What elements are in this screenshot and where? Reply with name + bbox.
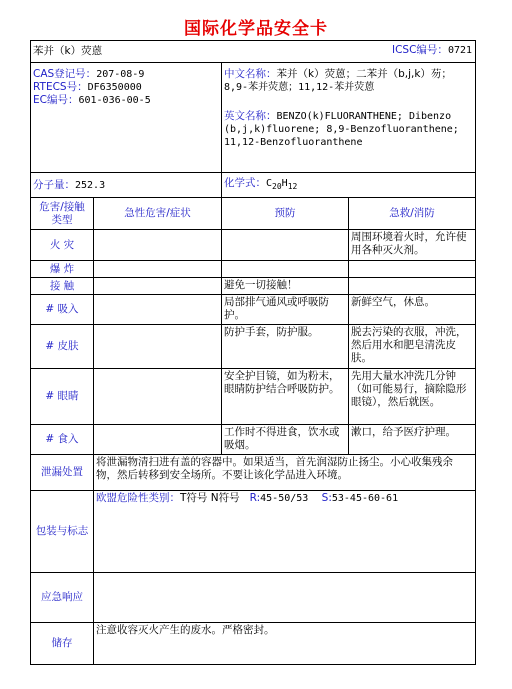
row-explosion-acute [94,261,222,278]
rtecs-label: RTECS号： [33,81,88,93]
row-eyes-prevention: 安全护目镜，如为粉末，眼睛防护结合呼吸防护。 [222,369,349,425]
cas-value: 207-08-9 [96,69,145,80]
col-acute-hazard: 急性危害/症状 [94,198,222,230]
col-hazard-type: 危害/接触 类型 [31,198,94,230]
row-eyes-firstaid: 先用大量水冲洗几分钟（如可能易行，摘除隐形眼镜），然后就医。 [349,369,476,425]
spill-text: 将泄漏物清扫进有盖的容器中。如果适当，首先润湿防止扬尘。小心收集残余物，然后转移到安全场所。不要让该化学品进入环境。 [94,455,476,491]
emergency-text [94,573,476,623]
col-first-aid: 急救/消防 [349,198,476,230]
row-explosion-prevention [222,261,349,278]
cas-label: CAS登记号： [33,68,97,80]
row-contact-label: 接 触 [31,278,94,295]
chemical-name: 苯并（k）荧蒽 [33,45,103,57]
en-name-label: 英文名称： [224,110,277,122]
en-name-line1: BENZO(k)FLUORANTHENE; Dibenzo [276,111,452,122]
row-fire-acute [94,230,222,261]
r-phrase-label: R: [249,492,261,504]
row-skin-prevention: 防护手套，防护服。 [222,325,349,369]
spill-label: 泄漏处置 [31,455,94,491]
row-contact-acute [94,278,222,295]
row-fire-label: 火 灾 [31,230,94,261]
emergency-label: 应急响应 [31,573,94,623]
row-inhalation-acute [94,295,222,325]
eu-class-label: 欧盟危险性类别： [96,492,180,504]
row-eyes-acute [94,369,222,425]
s-phrase-value: 53-45-60-61 [331,493,399,504]
name-header-row [31,41,476,63]
row-ingestion-label: # 食入 [31,425,94,455]
en-name-line2: (b,j,k)fluorene; 8,9-Benzofluoranthene; [224,124,459,135]
row-fire-prevention [222,230,349,261]
row-explosion-label: 爆 炸 [31,261,94,278]
packaging-text [94,491,476,573]
ec-value: 601-036-00-5 [78,95,151,106]
row-explosion-firstaid [349,261,476,278]
icsc-label: ICSC编号： [392,44,448,56]
identifiers-cell [31,63,222,173]
cn-name-line2: 8,9-苯并荧蒽；11,12-苯并荧蒽 [224,82,375,93]
row-skin-acute [94,325,222,369]
packaging-label: 包装与标志 [31,491,94,573]
icsc-number [392,44,472,57]
row-ingestion-acute [94,425,222,455]
card-title: 国际化学品安全卡 [184,19,328,39]
row-contact-firstaid [349,278,476,295]
row-inhalation-label: # 吸入 [31,295,94,325]
row-skin-label: # 皮肤 [31,325,94,369]
names-cell [222,63,476,173]
row-ingestion-firstaid: 漱口，给予医疗护理。 [349,425,476,455]
en-name-line3: 11,12-Benzofluoranthene [224,137,363,148]
row-contact-prevention: 避免一切接触！ [222,278,349,295]
ec-label: EC编号： [33,94,79,106]
r-phrase-value: 45-50/53 [260,493,309,504]
eu-class-value: T符号 N符号 [180,492,240,504]
storage-label: 储存 [31,623,94,665]
cn-name-label: 中文名称： [224,68,277,80]
cn-name-line1: 苯并（k）荧蒽；二苯并（b,j,k）芴； [276,68,452,80]
mw-label: 分子量： [33,178,75,191]
formula-value: $C_{20}H_{12}$ [266,178,298,191]
s-phrase-label: S: [321,492,332,504]
row-eyes-label: # 眼睛 [31,369,94,425]
storage-text: 注意收容灭火产生的废水。严格密封。 [94,623,476,665]
row-inhalation-prevention: 局部排气通风或呼吸防护。 [222,295,349,325]
mw-value: 252.3 [75,179,106,191]
icsc-value: 0721 [447,45,473,56]
col-prevention: 预防 [222,198,349,230]
safety-card-table [30,40,476,665]
formula-cell [222,173,476,198]
formula-label: 化学式： [224,177,266,189]
row-ingestion-prevention: 工作时不得进食，饮水或吸烟。 [222,425,349,455]
row-skin-firstaid: 脱去污染的衣服，冲洗，然后用水和肥皂清洗皮肤。 [349,325,476,369]
row-inhalation-firstaid: 新鲜空气，休息。 [349,295,476,325]
molecular-weight-cell [31,173,222,198]
rtecs-value: DF6350000 [87,82,142,93]
row-fire-firstaid: 周围环境着火时，允许使用各种灭火剂。 [349,230,476,261]
